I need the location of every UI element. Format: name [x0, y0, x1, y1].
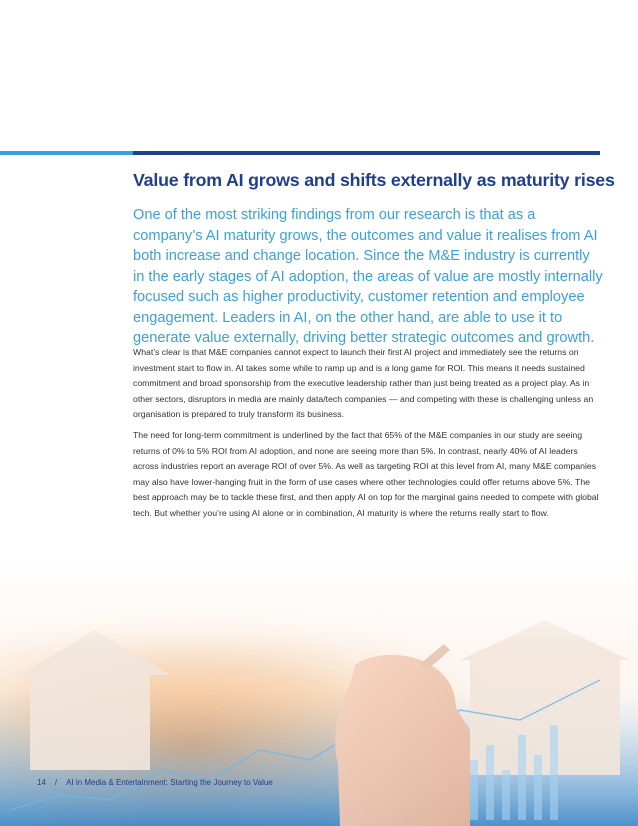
accent-rule-light	[0, 151, 133, 155]
accent-rule-dark	[133, 151, 600, 155]
section-headline: Value from AI grows and shifts externally as maturity rises	[133, 170, 615, 190]
lead-paragraph: One of the most striking findings from our research is that as a company’s AI maturity grows, the outcomes and value it realises from AI both increase and change location. Since the M&E industry is currently in the early stages of AI adoption, the areas of value are mostly internally focused such as higher productivity, customer retention and employee engagement. Leaders in AI, on the other hand, are able to use it to generate value externally, driving better strategic outcomes and growth.	[133, 207, 603, 346]
publication-title: AI in Media & Entertainment: Starting the Journey to Value	[66, 778, 273, 787]
body-paragraph-1: What’s clear is that M&E companies cannot expect to launch their first AI project and immediately see the returns on investment start to flow in. AI takes some while to ramp up and is a long game for ROI. This means it needs sustained commitment and broad sponsorship from the executive leadership rather than just being treated as a project play. As in other sectors, disruptors in media are mainly data/tech companies — and competing with these is challenging unless an organisation is prepared to truly transform its business.	[133, 347, 594, 420]
body-paragraph-2: The need for long-term commitment is underlined by the fact that 65% of the M&E companies in our study are seeing returns of 0% to 5% ROI from AI adoption, and none are seeing more than 5%. In contrast, nearly 40% of AI leaders across industries report an average ROI of over 5%. As well as targeting ROI at this level from AI, many M&E companies may also have lower-hanging fruit in the form of use cases where other technologies could offer returns above 5%. The best approach may be to tackle these first, and then apply AI on top for the marginal gains needed to compete with global tech. But whether you’re using AI alone or in combination, AI maturity is where the returns really start to flow.	[133, 430, 599, 518]
page-number: 14	[37, 778, 46, 787]
page-footer	[37, 778, 273, 787]
footer-separator: /	[54, 778, 58, 787]
